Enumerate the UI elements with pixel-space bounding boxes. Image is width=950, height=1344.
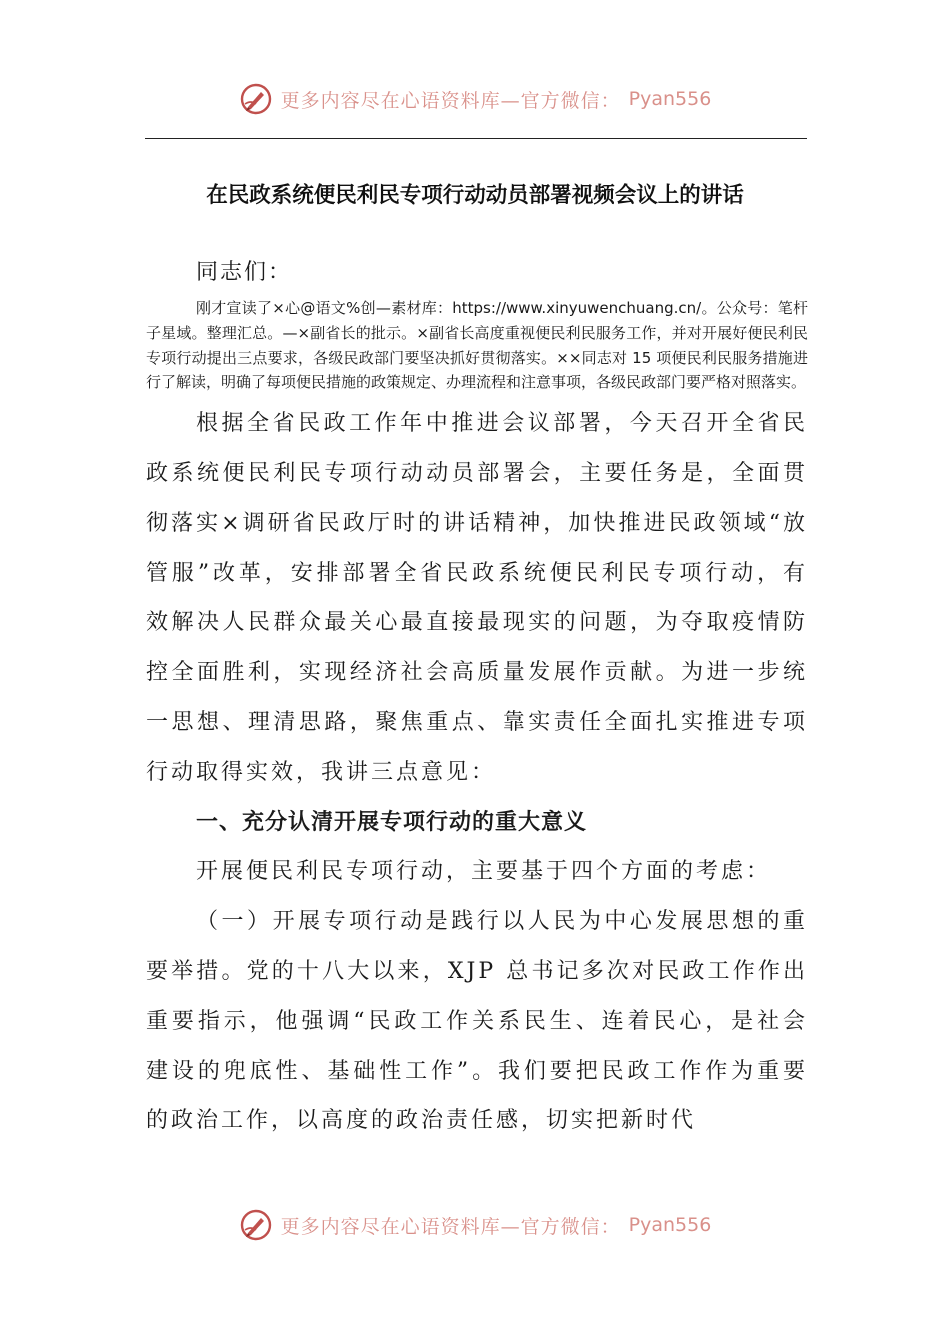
header-watermark [0,82,950,116]
salutation: 同志们： [196,260,293,285]
paragraph-point-1: （一）开展专项行动是践行以人民为中心发展思想的重要举措。党的十八大以来，XJP 总书记多次对民政工作作出重要指示，他强调“民政工作关系民生、连着民心，是社会建设的兜底性、基础性工作”。我们要把民政工作作为重要的政治工作，以高度的政治责任感，切实把新时代 [146,909,808,1134]
section-heading-1: 一、充分认清开展专项行动的重大意义 [196,809,588,835]
document-title: 在民政系统便民利民专项行动动员部署视频会议上的讲话 [206,183,744,208]
footer-watermark [0,1208,950,1242]
watermark-wechat-id: Pyan556 [628,1214,712,1236]
pen-logo-icon [239,1208,273,1242]
watermark-wechat-id: Pyan556 [628,88,712,110]
paragraph-considerations: 开展便民利民专项行动，主要基于四个方面的考虑： [196,859,772,885]
header-rule [145,138,807,139]
pen-logo-icon [239,82,273,116]
paragraph-intro: 根据全省民政工作年中推进会议部署，今天召开全省民政系统便民利民专项行动动员部署会，主要任务是，全面贯彻落实×调研省民政厅时的讲话精神，加快推进民政领域“放管服”改革，安排部署全省民政系统便民利民专项行动，有效解决人民群众最关心最直接最现实的问题，为夺取疫情防控全面胜利，实现经济社会高质量发展作贡献。为进一步统一思想、理清思路，聚焦重点、靠实责任全面扎实推进专项行动取得实效，我讲三点意见： [146,411,808,785]
watermark-text: 更多内容尽在心语资料库—官方微信： [280,1215,621,1238]
watermark-text: 更多内容尽在心语资料库—官方微信： [280,89,621,112]
intro-note: 刚才宣读了×心@语文%创—素材库：https://www.xinyuwenchuang.cn/。公众号：笔杆子星域。整理汇总。—×副省长的批示。×副省长高度重视便民利民服务工作，并对开展好便民利民专项行动提出三点要求，各级民政部门要坚决抓好贯彻落实。××同志对 15 项便民利民服务措施进行了解读，明确了每项便民措施的政策规定、办理流程和注意事项，各级民政部门要严格对照落实。 [146,299,808,392]
document-body [146,250,808,1146]
